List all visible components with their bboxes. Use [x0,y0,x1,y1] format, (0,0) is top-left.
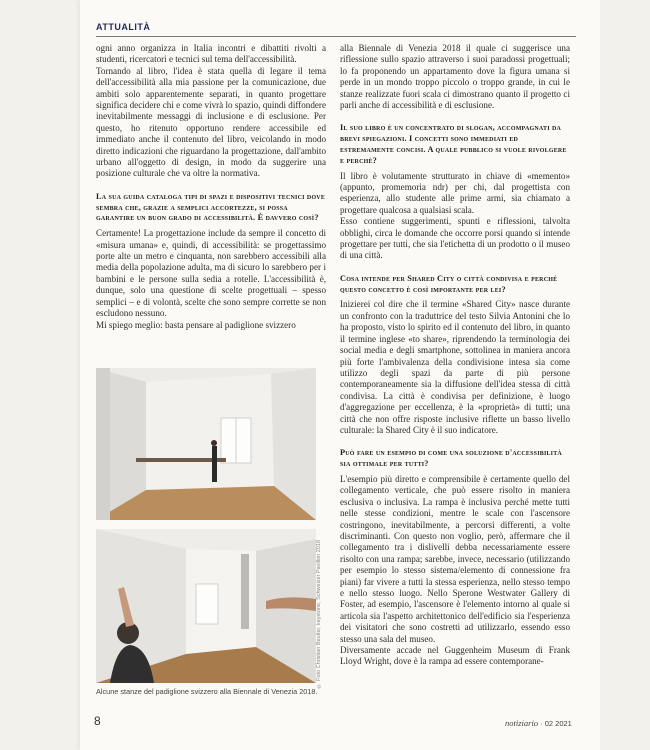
magazine-footer [505,718,572,728]
issue-label: · 02 2021 [540,719,572,728]
interview-question: La sua guida cataloga tipi di spazi e dispositivi tecnici dove sembra che, grazie a semplici accortezze, si possa garantire un buon grado di accessibilità. È davvero così? [96,191,326,223]
paragraph: Certamente! La progettazione include da sempre il concetto di «misura umana» e, quindi, di accessibilità: se progettassimo porte alte un metro e cinquanta, non sarebbero accessibili alla media della popolazione adulta, ma di sicuro lo sarebbero per i bambini e le persone sulla sedia a rotelle. L'accessibilità è, dunque, solo una questione di scelte progettuali – spesso semplici – e di volontà, scelte che sono sempre corrette se non escludono nessuno. [96,228,326,319]
magazine-name: notiziario [505,718,539,728]
paragraph: Il libro è volutamente strutturato in chiave di «memento» (appunto, promemoria ndr) per chi, dal progettista con esperienza, allo studente alle prime armi, sia chiamato a progettare qualcosa a qualsiasi scala. [340,170,570,215]
paragraph: Mi spiego meglio: basta pensare al padiglione svizzero [96,319,296,330]
page-number: 8 [94,714,101,728]
section-label: ATTUALITÀ [96,22,151,32]
interview-question: Il suo libro è un concentrato di slogan, accompagnati da brevi spiegazioni. I concetti sono immediati ed estremamente concisi. A quale pubblico si vuole rivolgere e perché? [340,123,567,165]
paragraph: L'esempio più diretto e comprensibile è certamente quello del collegamento verticale, che può essere risolto in maniera esclusiva o inclusiva. La rampa è inclusiva perché mette tutti nelle stesse condizioni, mentre le scale con l'ascensore costringono, inevitabilmente, a percorsi differenti, a volte discriminanti. Con questo non voglio, però, affermare che il collegamento tra i dislivelli debba necessariamente essere risolto con una rampa; sarebbe, invece, necessario (utilizzando per esempio lo stesso sistema/elemento di connessione fra piani) far vivere a tutti la stessa esperienza, nello stesso tempo e nello stesso luogo. Nello Sperone Westwater Gallery di Foster, ad esempio, l'ascensore è l'elemento intorno al quale si articola sia l'aspetto architettonico dell'edificio sia l'esperienza dei visitatori che sono costretti ad utilizzarlo, essendo esso stesso una sala del museo. [340,473,570,644]
interview-question: Cosa intende per Shared City o città condivisa e perché questo concetto è così importante per lei? [340,273,558,294]
paragraph: alla Biennale di Venezia 2018 il quale ci suggerisce una riflessione sullo spazio attraverso i suoi paradossi progettuali; lo fa proponendo un appartamento dove la figura umana si perde in un mondo troppo piccolo o troppo grande, in cui le stanze realizzate fuori scala ci dimostrano quanto il progetto ci parli anche di accessibilità e di esclusione. [340,43,570,111]
pavilion-photo-1 [96,368,316,520]
paragraph: ogni anno organizza in Italia incontri e dibattiti rivolti a studenti, ricercatori e tecnici sul tema dell'accessibilità. [96,43,326,65]
pavilion-photo-2 [96,529,316,683]
photo-caption: Alcune stanze del padiglione svizzero alla Biennale di Venezia 2018. [96,687,318,696]
paragraph: Inizierei col dire che il termine «Shared City» nasce durante un confronto con la traduttrice del testo Silvia Antonini che lo ha proposto, visto lo spirito ed il contenuto del libro, in quanto il termine inglese «to share», riprendendo la terminologia dei social media e degli smartphone, sottolinea in maniera ancora più forte l'ambivalenza della condivisione intesa sia come utilizzo degli spazi da parte di più persone contemporaneamente sia la diffusione dell'idea stessa di città condivisa. La città è condivisa per definizione, è luogo d'aggregazione per eccellenza, è la «proprietà» di tutti; una città che non offre risposte inclusive riflette un basso livello culturale: la Shared City è il suo indicatore. [340,299,570,435]
photo-credit: © Foto Christian Beutler, keystone, Schweizer Pavillon 2018 [316,540,322,689]
left-column [96,43,326,331]
paragraph: Diversamente accade nel Guggenheim Museum di Frank Lloyd Wright, dove è la rampa ad essere contemporane- [340,645,570,667]
header-rule [96,36,576,37]
right-column [340,43,570,668]
paragraph: Tornando al libro, l'idea è stata quella di legare il tema dell'accessibilità alla mia passione per la comunicazione, due ambiti solo apparentemente separati, in quanto progettare significa decidere chi e come vivrà lo spazio, quindi diffondere inevitabilmente messaggi di inclusione e di esclusione. Per questo, ho ritenuto opportuno rendere accessibile ed immediato anche il contenuto del libro, veicolando in modo diretto indicazioni che riguardano la progettazione, dall'ambito urbano all'oggetto di design, in modo da suggerire una posizione culturale che va oltre la normativa. [96,65,326,179]
paragraph: Esso contiene suggerimenti, spunti e riflessioni, talvolta obblighi, circa le domande che occorre porsi quando si intende progettare per tutti, che sia l'etichetta di un prodotto o il museo di una città. [340,216,570,261]
interview-question: Può fare un esempio di come una soluzione d'accessibilità sia ottimale per tutti? [340,448,562,469]
